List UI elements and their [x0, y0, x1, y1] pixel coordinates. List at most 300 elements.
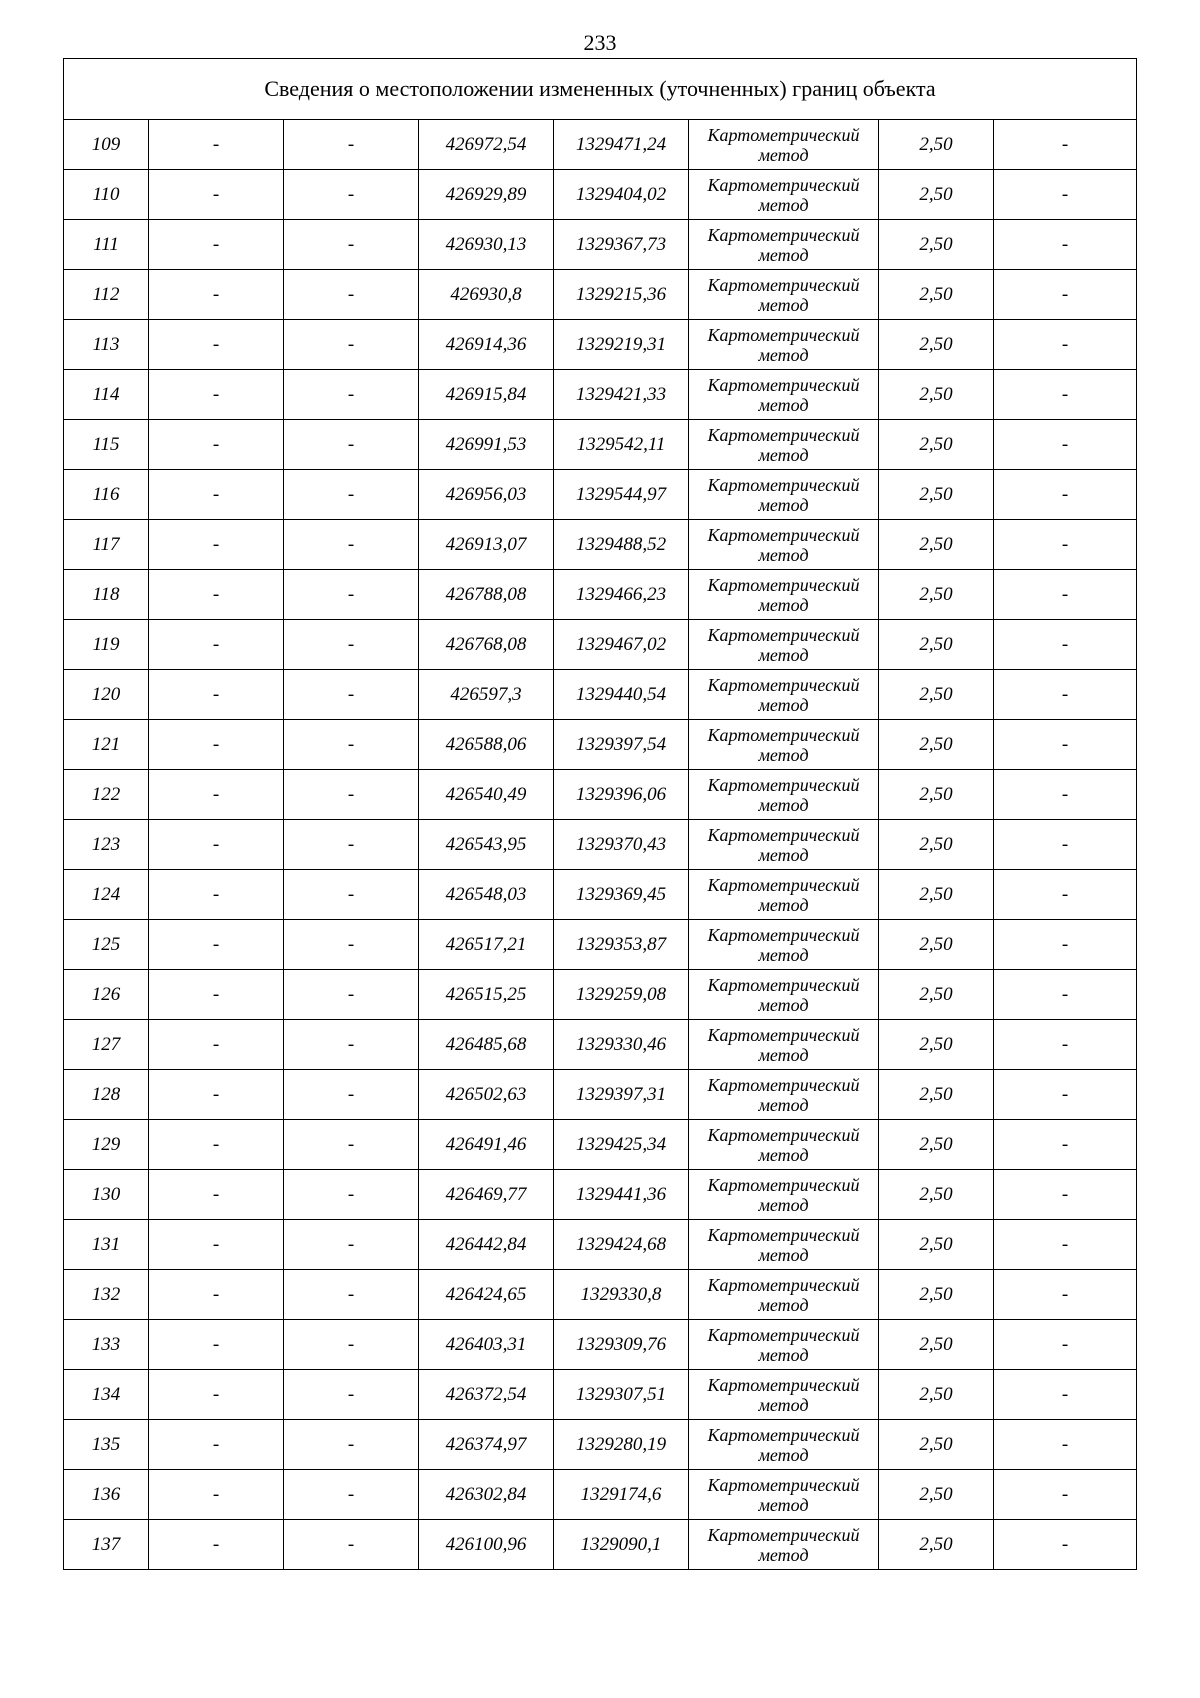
empty-cell-1: -: [149, 820, 284, 870]
method-line-2: метод: [758, 1194, 809, 1215]
point-number-cell: 126: [64, 970, 149, 1020]
empty-cell-1: -: [149, 870, 284, 920]
method-line-2: метод: [758, 1544, 809, 1565]
x-coordinate-cell: 426502,63: [419, 1070, 554, 1120]
empty-cell-2: -: [284, 720, 419, 770]
table-caption: Сведения о местоположении измененных (уточненных) границ объекта: [64, 59, 1137, 120]
table-row: [64, 370, 1137, 420]
description-cell: -: [994, 1020, 1137, 1070]
precision-cell: 2,50: [879, 1370, 994, 1420]
method-line-1: Картометрический: [707, 224, 860, 245]
empty-cell-1: -: [149, 670, 284, 720]
x-coordinate-cell: 426442,84: [419, 1220, 554, 1270]
y-coordinate-cell: 1329309,76: [554, 1320, 689, 1370]
precision-cell: 2,50: [879, 1070, 994, 1120]
table-caption-row: [64, 59, 1137, 120]
method-line-2: метод: [758, 1344, 809, 1365]
description-cell: -: [994, 420, 1137, 470]
empty-cell-1: -: [149, 920, 284, 970]
precision-cell: 2,50: [879, 1220, 994, 1270]
empty-cell-2: -: [284, 1270, 419, 1320]
y-coordinate-cell: 1329174,6: [554, 1470, 689, 1520]
point-number-cell: 134: [64, 1370, 149, 1420]
x-coordinate-cell: 426517,21: [419, 920, 554, 970]
method-line-2: метод: [758, 1244, 809, 1265]
y-coordinate-cell: 1329307,51: [554, 1370, 689, 1420]
table-row: [64, 1120, 1137, 1170]
empty-cell-1: -: [149, 1270, 284, 1320]
method-line-2: метод: [758, 1094, 809, 1115]
method-cell: [689, 370, 879, 420]
point-number-cell: 136: [64, 1470, 149, 1520]
x-coordinate-cell: 426485,68: [419, 1020, 554, 1070]
table-row: [64, 1070, 1137, 1120]
point-number-cell: 127: [64, 1020, 149, 1070]
description-cell: -: [994, 1370, 1137, 1420]
empty-cell-1: -: [149, 270, 284, 320]
y-coordinate-cell: 1329090,1: [554, 1520, 689, 1570]
y-coordinate-cell: 1329542,11: [554, 420, 689, 470]
empty-cell-2: -: [284, 470, 419, 520]
point-number-cell: 111: [64, 220, 149, 270]
method-line-1: Картометрический: [707, 924, 860, 945]
empty-cell-2: -: [284, 1070, 419, 1120]
x-coordinate-cell: 426768,08: [419, 620, 554, 670]
empty-cell-2: -: [284, 920, 419, 970]
empty-cell-2: -: [284, 420, 419, 470]
point-number-cell: 128: [64, 1070, 149, 1120]
x-coordinate-cell: 426972,54: [419, 120, 554, 170]
method-cell: [689, 1370, 879, 1420]
point-number-cell: 130: [64, 1170, 149, 1220]
empty-cell-1: -: [149, 1520, 284, 1570]
precision-cell: 2,50: [879, 320, 994, 370]
point-number-cell: 132: [64, 1270, 149, 1320]
x-coordinate-cell: 426913,07: [419, 520, 554, 570]
x-coordinate-cell: 426302,84: [419, 1470, 554, 1520]
method-line-2: метод: [758, 194, 809, 215]
x-coordinate-cell: 426403,31: [419, 1320, 554, 1370]
empty-cell-2: -: [284, 270, 419, 320]
method-line-1: Картометрический: [707, 624, 860, 645]
empty-cell-2: -: [284, 1420, 419, 1470]
table-row: [64, 420, 1137, 470]
point-number-cell: 116: [64, 470, 149, 520]
x-coordinate-cell: 426788,08: [419, 570, 554, 620]
y-coordinate-cell: 1329466,23: [554, 570, 689, 620]
y-coordinate-cell: 1329215,36: [554, 270, 689, 320]
empty-cell-2: -: [284, 970, 419, 1020]
method-line-1: Картометрический: [707, 424, 860, 445]
method-line-2: метод: [758, 744, 809, 765]
description-cell: -: [994, 120, 1137, 170]
x-coordinate-cell: 426100,96: [419, 1520, 554, 1570]
table-row: [64, 770, 1137, 820]
precision-cell: 2,50: [879, 520, 994, 570]
method-line-2: метод: [758, 844, 809, 865]
empty-cell-1: -: [149, 620, 284, 670]
description-cell: -: [994, 320, 1137, 370]
method-line-1: Картометрический: [707, 1374, 860, 1395]
point-number-cell: 119: [64, 620, 149, 670]
empty-cell-1: -: [149, 970, 284, 1020]
description-cell: -: [994, 820, 1137, 870]
method-cell: [689, 1320, 879, 1370]
table-row: [64, 1220, 1137, 1270]
method-line-2: метод: [758, 1144, 809, 1165]
method-cell: [689, 1120, 879, 1170]
empty-cell-2: -: [284, 170, 419, 220]
empty-cell-1: -: [149, 470, 284, 520]
point-number-cell: 135: [64, 1420, 149, 1470]
empty-cell-2: -: [284, 1220, 419, 1270]
y-coordinate-cell: 1329424,68: [554, 1220, 689, 1270]
method-line-2: метод: [758, 344, 809, 365]
empty-cell-2: -: [284, 1020, 419, 1070]
empty-cell-1: -: [149, 320, 284, 370]
y-coordinate-cell: 1329280,19: [554, 1420, 689, 1470]
method-line-2: метод: [758, 444, 809, 465]
empty-cell-1: -: [149, 1170, 284, 1220]
method-cell: [689, 770, 879, 820]
precision-cell: 2,50: [879, 820, 994, 870]
table-row: [64, 1170, 1137, 1220]
empty-cell-2: -: [284, 620, 419, 670]
method-line-2: метод: [758, 294, 809, 315]
point-number-cell: 137: [64, 1520, 149, 1570]
description-cell: -: [994, 920, 1137, 970]
empty-cell-2: -: [284, 520, 419, 570]
point-number-cell: 120: [64, 670, 149, 720]
precision-cell: 2,50: [879, 170, 994, 220]
y-coordinate-cell: 1329330,8: [554, 1270, 689, 1320]
empty-cell-2: -: [284, 570, 419, 620]
method-line-1: Картометрический: [707, 1524, 860, 1545]
x-coordinate-cell: 426930,8: [419, 270, 554, 320]
description-cell: -: [994, 1520, 1137, 1570]
x-coordinate-cell: 426588,06: [419, 720, 554, 770]
method-cell: [689, 1070, 879, 1120]
table-row: [64, 970, 1137, 1020]
empty-cell-1: -: [149, 1070, 284, 1120]
empty-cell-1: -: [149, 370, 284, 420]
point-number-cell: 124: [64, 870, 149, 920]
y-coordinate-cell: 1329259,08: [554, 970, 689, 1020]
point-number-cell: 115: [64, 420, 149, 470]
table-row: [64, 870, 1137, 920]
y-coordinate-cell: 1329467,02: [554, 620, 689, 670]
method-cell: [689, 670, 879, 720]
method-line-2: метод: [758, 1494, 809, 1515]
point-number-cell: 133: [64, 1320, 149, 1370]
table-row: [64, 120, 1137, 170]
method-cell: [689, 220, 879, 270]
method-cell: [689, 1520, 879, 1570]
point-number-cell: 121: [64, 720, 149, 770]
table-row: [64, 520, 1137, 570]
method-line-1: Картометрический: [707, 874, 860, 895]
table-row: [64, 720, 1137, 770]
method-line-2: метод: [758, 494, 809, 515]
description-cell: -: [994, 570, 1137, 620]
empty-cell-2: -: [284, 320, 419, 370]
description-cell: -: [994, 870, 1137, 920]
empty-cell-2: -: [284, 120, 419, 170]
empty-cell-2: -: [284, 870, 419, 920]
precision-cell: 2,50: [879, 1420, 994, 1470]
table-row: [64, 470, 1137, 520]
method-cell: [689, 520, 879, 570]
x-coordinate-cell: 426372,54: [419, 1370, 554, 1420]
precision-cell: 2,50: [879, 1470, 994, 1520]
table-row: [64, 920, 1137, 970]
point-number-cell: 122: [64, 770, 149, 820]
precision-cell: 2,50: [879, 120, 994, 170]
precision-cell: 2,50: [879, 1120, 994, 1170]
table-row: [64, 620, 1137, 670]
x-coordinate-cell: 426469,77: [419, 1170, 554, 1220]
method-line-1: Картометрический: [707, 1274, 860, 1295]
method-line-2: метод: [758, 594, 809, 615]
description-cell: -: [994, 1070, 1137, 1120]
empty-cell-1: -: [149, 120, 284, 170]
y-coordinate-cell: 1329219,31: [554, 320, 689, 370]
method-cell: [689, 170, 879, 220]
method-cell: [689, 420, 879, 470]
point-number-cell: 117: [64, 520, 149, 570]
method-line-2: метод: [758, 644, 809, 665]
empty-cell-2: -: [284, 220, 419, 270]
description-cell: -: [994, 370, 1137, 420]
x-coordinate-cell: 426991,53: [419, 420, 554, 470]
method-cell: [689, 620, 879, 670]
point-number-cell: 112: [64, 270, 149, 320]
empty-cell-2: -: [284, 820, 419, 870]
y-coordinate-cell: 1329404,02: [554, 170, 689, 220]
y-coordinate-cell: 1329330,46: [554, 1020, 689, 1070]
x-coordinate-cell: 426374,97: [419, 1420, 554, 1470]
precision-cell: 2,50: [879, 270, 994, 320]
description-cell: -: [994, 670, 1137, 720]
method-line-1: Картометрический: [707, 574, 860, 595]
y-coordinate-cell: 1329425,34: [554, 1120, 689, 1170]
method-line-1: Картометрический: [707, 774, 860, 795]
point-number-cell: 113: [64, 320, 149, 370]
boundary-coordinates-table: [63, 58, 1137, 1570]
point-number-cell: 118: [64, 570, 149, 620]
x-coordinate-cell: 426597,3: [419, 670, 554, 720]
method-line-1: Картометрический: [707, 124, 860, 145]
method-line-2: метод: [758, 1044, 809, 1065]
method-cell: [689, 470, 879, 520]
method-line-1: Картометрический: [707, 1324, 860, 1345]
point-number-cell: 125: [64, 920, 149, 970]
precision-cell: 2,50: [879, 870, 994, 920]
method-line-2: метод: [758, 944, 809, 965]
precision-cell: 2,50: [879, 220, 994, 270]
table-row: [64, 220, 1137, 270]
method-line-2: метод: [758, 1294, 809, 1315]
point-number-cell: 131: [64, 1220, 149, 1270]
method-line-1: Картометрический: [707, 474, 860, 495]
method-line-2: метод: [758, 144, 809, 165]
method-cell: [689, 1220, 879, 1270]
point-number-cell: 109: [64, 120, 149, 170]
table-row: [64, 820, 1137, 870]
table-row: [64, 1320, 1137, 1370]
point-number-cell: 123: [64, 820, 149, 870]
precision-cell: 2,50: [879, 470, 994, 520]
precision-cell: 2,50: [879, 970, 994, 1020]
method-line-1: Картометрический: [707, 1424, 860, 1445]
method-cell: [689, 970, 879, 1020]
precision-cell: 2,50: [879, 420, 994, 470]
empty-cell-1: -: [149, 1370, 284, 1420]
method-line-2: метод: [758, 994, 809, 1015]
x-coordinate-cell: 426930,13: [419, 220, 554, 270]
table-row: [64, 320, 1137, 370]
y-coordinate-cell: 1329441,36: [554, 1170, 689, 1220]
method-line-1: Картометрический: [707, 274, 860, 295]
precision-cell: 2,50: [879, 1020, 994, 1070]
table-row: [64, 1520, 1137, 1570]
method-cell: [689, 120, 879, 170]
method-line-1: Картометрический: [707, 674, 860, 695]
empty-cell-2: -: [284, 670, 419, 720]
x-coordinate-cell: 426956,03: [419, 470, 554, 520]
y-coordinate-cell: 1329397,54: [554, 720, 689, 770]
empty-cell-2: -: [284, 1470, 419, 1520]
x-coordinate-cell: 426543,95: [419, 820, 554, 870]
method-line-1: Картометрический: [707, 1474, 860, 1495]
method-cell: [689, 1470, 879, 1520]
x-coordinate-cell: 426491,46: [419, 1120, 554, 1170]
method-cell: [689, 270, 879, 320]
description-cell: -: [994, 1420, 1137, 1470]
description-cell: -: [994, 270, 1137, 320]
y-coordinate-cell: 1329369,45: [554, 870, 689, 920]
empty-cell-1: -: [149, 1320, 284, 1370]
method-line-2: метод: [758, 544, 809, 565]
x-coordinate-cell: 426914,36: [419, 320, 554, 370]
description-cell: -: [994, 170, 1137, 220]
table-row: [64, 670, 1137, 720]
empty-cell-2: -: [284, 1170, 419, 1220]
method-cell: [689, 870, 879, 920]
x-coordinate-cell: 426915,84: [419, 370, 554, 420]
table-row: [64, 170, 1137, 220]
method-line-1: Картометрический: [707, 974, 860, 995]
description-cell: -: [994, 520, 1137, 570]
method-line-1: Картометрический: [707, 824, 860, 845]
precision-cell: 2,50: [879, 1270, 994, 1320]
method-line-1: Картометрический: [707, 374, 860, 395]
y-coordinate-cell: 1329367,73: [554, 220, 689, 270]
table-row: [64, 1020, 1137, 1070]
empty-cell-2: -: [284, 1320, 419, 1370]
method-line-2: метод: [758, 394, 809, 415]
empty-cell-1: -: [149, 1220, 284, 1270]
y-coordinate-cell: 1329440,54: [554, 670, 689, 720]
precision-cell: 2,50: [879, 670, 994, 720]
x-coordinate-cell: 426548,03: [419, 870, 554, 920]
method-cell: [689, 720, 879, 770]
method-line-1: Картометрический: [707, 1024, 860, 1045]
empty-cell-1: -: [149, 1120, 284, 1170]
method-line-2: метод: [758, 694, 809, 715]
method-line-2: метод: [758, 1394, 809, 1415]
method-line-2: метод: [758, 1444, 809, 1465]
y-coordinate-cell: 1329488,52: [554, 520, 689, 570]
y-coordinate-cell: 1329397,31: [554, 1070, 689, 1120]
description-cell: -: [994, 470, 1137, 520]
precision-cell: 2,50: [879, 570, 994, 620]
empty-cell-2: -: [284, 770, 419, 820]
empty-cell-1: -: [149, 420, 284, 470]
description-cell: -: [994, 620, 1137, 670]
precision-cell: 2,50: [879, 1170, 994, 1220]
method-line-1: Картометрический: [707, 724, 860, 745]
description-cell: -: [994, 720, 1137, 770]
description-cell: -: [994, 1320, 1137, 1370]
precision-cell: 2,50: [879, 770, 994, 820]
precision-cell: 2,50: [879, 620, 994, 670]
empty-cell-1: -: [149, 1420, 284, 1470]
table-row: [64, 570, 1137, 620]
precision-cell: 2,50: [879, 1520, 994, 1570]
method-line-2: метод: [758, 244, 809, 265]
method-line-1: Картометрический: [707, 1174, 860, 1195]
method-cell: [689, 320, 879, 370]
y-coordinate-cell: 1329353,87: [554, 920, 689, 970]
x-coordinate-cell: 426424,65: [419, 1270, 554, 1320]
empty-cell-1: -: [149, 220, 284, 270]
empty-cell-1: -: [149, 520, 284, 570]
empty-cell-2: -: [284, 1120, 419, 1170]
description-cell: -: [994, 1220, 1137, 1270]
precision-cell: 2,50: [879, 720, 994, 770]
empty-cell-1: -: [149, 720, 284, 770]
description-cell: -: [994, 1270, 1137, 1320]
description-cell: -: [994, 1470, 1137, 1520]
empty-cell-1: -: [149, 1020, 284, 1070]
empty-cell-2: -: [284, 1370, 419, 1420]
method-line-1: Картометрический: [707, 324, 860, 345]
empty-cell-1: -: [149, 1470, 284, 1520]
method-line-1: Картометрический: [707, 1074, 860, 1095]
y-coordinate-cell: 1329421,33: [554, 370, 689, 420]
description-cell: -: [994, 220, 1137, 270]
description-cell: -: [994, 1120, 1137, 1170]
table-row: [64, 270, 1137, 320]
method-cell: [689, 1170, 879, 1220]
empty-cell-1: -: [149, 770, 284, 820]
point-number-cell: 129: [64, 1120, 149, 1170]
precision-cell: 2,50: [879, 920, 994, 970]
empty-cell-1: -: [149, 170, 284, 220]
table-row: [64, 1270, 1137, 1320]
method-cell: [689, 1020, 879, 1070]
method-line-1: Картометрический: [707, 1224, 860, 1245]
description-cell: -: [994, 770, 1137, 820]
method-cell: [689, 1420, 879, 1470]
point-number-cell: 114: [64, 370, 149, 420]
method-cell: [689, 920, 879, 970]
method-cell: [689, 1270, 879, 1320]
page-number: 233: [583, 30, 617, 55]
method-cell: [689, 820, 879, 870]
precision-cell: 2,50: [879, 370, 994, 420]
